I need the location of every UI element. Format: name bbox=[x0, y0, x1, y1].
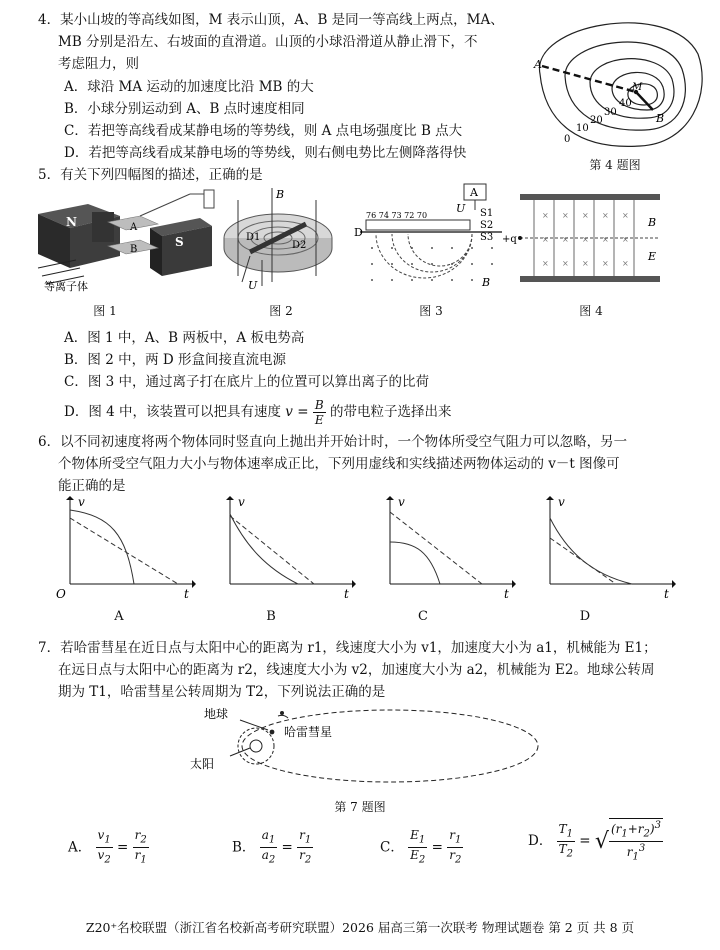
page-footer: Z20⁺名校联盟（浙江省名校新高考研究联盟）2026 届高三第一次联考 物理试题卷 第 2 页 共 8 页 bbox=[85, 920, 635, 935]
svg-text:×: × bbox=[602, 235, 609, 244]
q5-fig2-caption: 图 2 bbox=[269, 304, 293, 318]
q6-a-axis-v: v bbox=[78, 495, 85, 509]
q5-figure-2 bbox=[220, 186, 340, 296]
q5-fig3-s3: S3 bbox=[480, 232, 494, 243]
q7-label-comet: 哈雷彗星 bbox=[284, 725, 333, 739]
q5-option-b: B．图 2 中，两 D 形盒间接直流电源 bbox=[64, 352, 286, 368]
q4-label-m: M bbox=[632, 82, 643, 93]
q6-graph-b bbox=[216, 494, 356, 602]
q6-label-a: A bbox=[114, 609, 124, 624]
q5-fig2-u: U bbox=[248, 279, 258, 292]
q4-label-b: B bbox=[656, 112, 665, 125]
q6-d-axis-t: t bbox=[664, 587, 669, 601]
q6-stem-line-2: 个物体所受空气阻力大小与物体速率成正比，下列用虚线和实线描述两物体运动的 v－t 图像可 bbox=[58, 456, 620, 472]
q6-a-axis-t: t bbox=[184, 587, 189, 601]
q5-fig3-u: U bbox=[456, 202, 466, 215]
q5-fig3-b: B bbox=[482, 276, 491, 289]
q6-b-axis-v: v bbox=[238, 495, 245, 509]
q5-fig4-b: B bbox=[648, 216, 657, 229]
svg-text:×: × bbox=[602, 211, 609, 220]
svg-text:×: × bbox=[562, 211, 569, 220]
svg-text:×: × bbox=[622, 235, 629, 244]
q7-option-d-letter: D． bbox=[528, 832, 553, 849]
q6-d-axis-v: v bbox=[558, 495, 565, 509]
q7-option-b: B． $\frac{a_1}{a_2}$ = $\frac{r_1}{r_2}$ bbox=[232, 828, 312, 866]
q5-fig1-a: A bbox=[130, 222, 138, 233]
q5-fig1-b: B bbox=[130, 244, 138, 255]
q7-figure-caption: 第 7 题图 bbox=[334, 800, 386, 814]
q5-fig3-s1: S1 bbox=[480, 208, 494, 219]
q6-graph-c bbox=[376, 494, 516, 602]
svg-text:×: × bbox=[582, 259, 589, 268]
q5-fig3-a: A bbox=[470, 186, 478, 199]
q7-option-a-letter: A． bbox=[68, 839, 92, 856]
svg-text:×: × bbox=[562, 259, 569, 268]
q5-option-d-prefix: D．图 4 中，该装置可以把具有速度 bbox=[64, 404, 281, 420]
q6-graph-d bbox=[536, 494, 676, 602]
q4-label-20: 20 bbox=[590, 115, 603, 126]
q7-label-earth: 地球 bbox=[204, 707, 229, 721]
svg-text:×: × bbox=[542, 211, 549, 220]
q4-option-b: B．小球分别运动到 A、B 点时速度相同 bbox=[64, 101, 305, 117]
q5-fig4-e: E bbox=[648, 250, 657, 263]
q5-stem: 5．有关下列四幅图的描述，正确的是 bbox=[38, 167, 263, 183]
q5-fig1-n: N bbox=[66, 215, 77, 229]
q5-option-c: C．图 3 中，通过离子打在底片上的位置可以算出离子的比荷 bbox=[64, 374, 430, 390]
q4-label-30: 30 bbox=[604, 107, 617, 118]
q7-label-sun: 太阳 bbox=[190, 757, 215, 771]
svg-text:×: × bbox=[602, 259, 609, 268]
svg-text:×: × bbox=[542, 259, 549, 268]
q7-option-a: A． $\frac{v_1}{v_2}$ = $\frac{r_2}{r_1}$ bbox=[68, 828, 147, 866]
q6-label-d: D bbox=[579, 609, 591, 624]
q5-option-a: A．图 1 中，A、B 两板中，A 板电势高 bbox=[64, 330, 305, 346]
q4-label-40: 40 bbox=[619, 98, 632, 109]
q5-option-d-num: B bbox=[314, 398, 324, 412]
q4-option-d: D．若把等高线看成某静电场的等势线，则右侧电势比左侧降落得快 bbox=[64, 145, 467, 161]
q5-option-d-den: E bbox=[314, 413, 324, 427]
q5-fig4-caption: 图 4 bbox=[579, 304, 603, 318]
svg-text:×: × bbox=[582, 211, 589, 220]
q4-stem-line-1: 4．某小山坡的等高线如图，M 表示山顶，A、B 是同一等高线上两点，MA、 bbox=[38, 12, 504, 28]
q5-figure-1 bbox=[30, 186, 220, 296]
q6-label-b: B bbox=[266, 609, 276, 624]
q5-option-d-fraction bbox=[313, 398, 326, 427]
q7-orbit-figure bbox=[180, 700, 550, 796]
q5-fig2-d2: D2 bbox=[292, 240, 307, 251]
q7-stem-line-1: 7．若哈雷彗星在近日点与太阳中心的距离为 r1，线速度大小为 v1，加速度大小为 a1，机械能为 E1； bbox=[38, 640, 657, 656]
q7-option-c-letter: C． bbox=[380, 839, 404, 856]
q4-label-0: 0 bbox=[564, 134, 571, 145]
q6-stem-line-3: 能正确的是 bbox=[58, 478, 126, 494]
q4-option-c: C．若把等高线看成某静电场的等势线，则 A 点电场强度比 B 点大 bbox=[64, 123, 463, 139]
q4-label-a: A bbox=[534, 58, 542, 71]
q5-figure-4 bbox=[498, 190, 678, 290]
q4-figure-caption: 第 4 题图 bbox=[589, 158, 641, 172]
q5-fig1-plasma: 等离子体 bbox=[44, 280, 88, 293]
q5-fig2-b: B bbox=[276, 188, 285, 201]
q5-fig3-d: D bbox=[354, 226, 363, 239]
q5-fig1-s: S bbox=[175, 235, 184, 249]
q6-b-axis-t: t bbox=[344, 587, 349, 601]
q7-option-b-letter: B． bbox=[232, 839, 256, 856]
q4-stem-line-2: MB 分别是沿左、右坡面的直滑道。山顶的小球沿滑道从静止滑下，不 bbox=[58, 34, 478, 50]
q6-stem-line-1: 6．以不同初速度将两个物体同时竖直向上抛出并开始计时，一个物体所受空气阻力可以忽略，另一 bbox=[38, 434, 628, 450]
q7-stem-line-3: 期为 T1，哈雷彗星公转周期为 T2，下列说法正确的是 bbox=[58, 684, 386, 700]
q5-option-d-v: v bbox=[285, 404, 293, 420]
q6-a-origin: O bbox=[56, 587, 66, 601]
q5-fig2-d1: D1 bbox=[246, 232, 261, 243]
q6-graph-a bbox=[56, 494, 196, 602]
q5-option-d-suffix: 的带电粒子选择出来 bbox=[329, 404, 452, 420]
q4-option-a: A．球沿 MA 运动的加速度比沿 MB 的大 bbox=[64, 79, 314, 95]
svg-text:×: × bbox=[582, 235, 589, 244]
q4-contour-figure bbox=[520, 4, 710, 154]
q5-option-d: D．图 4 中，该装置可以把具有速度 v = $\frac{B}{E}$ 的带电粒子选择出来 bbox=[64, 398, 452, 427]
q5-figure-3 bbox=[352, 182, 512, 292]
q7-option-d: D． $\frac{T_1}{T_2}$ = √ $\frac{(r_1+r_2)^3}{r_1^3}$ bbox=[528, 820, 661, 863]
svg-text:×: × bbox=[622, 211, 629, 220]
svg-text:×: × bbox=[542, 235, 549, 244]
svg-text:×: × bbox=[622, 259, 629, 268]
svg-text:×: × bbox=[562, 235, 569, 244]
q5-fig3-caption: 图 3 bbox=[419, 304, 443, 318]
q7-stem-line-2: 在远日点与太阳中心的距离为 r2，线速度大小为 v2，加速度大小为 a2，机械能为 E2。地球公转周 bbox=[58, 662, 655, 678]
q4-label-10: 10 bbox=[576, 123, 589, 134]
q5-fig4-q: +q bbox=[502, 234, 517, 245]
q4-stem-line-3: 考虑阻力，则 bbox=[58, 56, 139, 72]
q6-c-axis-t: t bbox=[504, 587, 509, 601]
q6-label-c: C bbox=[418, 609, 428, 624]
q5-fig1-caption: 图 1 bbox=[93, 304, 117, 318]
q7-option-c: C． $\frac{E_1}{E_2}$ = $\frac{r_1}{r_2}$ bbox=[380, 828, 462, 866]
q6-c-axis-v: v bbox=[398, 495, 405, 509]
q5-fig3-scale: 76 74 73 72 70 bbox=[366, 211, 428, 220]
q5-fig3-s2: S2 bbox=[480, 220, 494, 231]
